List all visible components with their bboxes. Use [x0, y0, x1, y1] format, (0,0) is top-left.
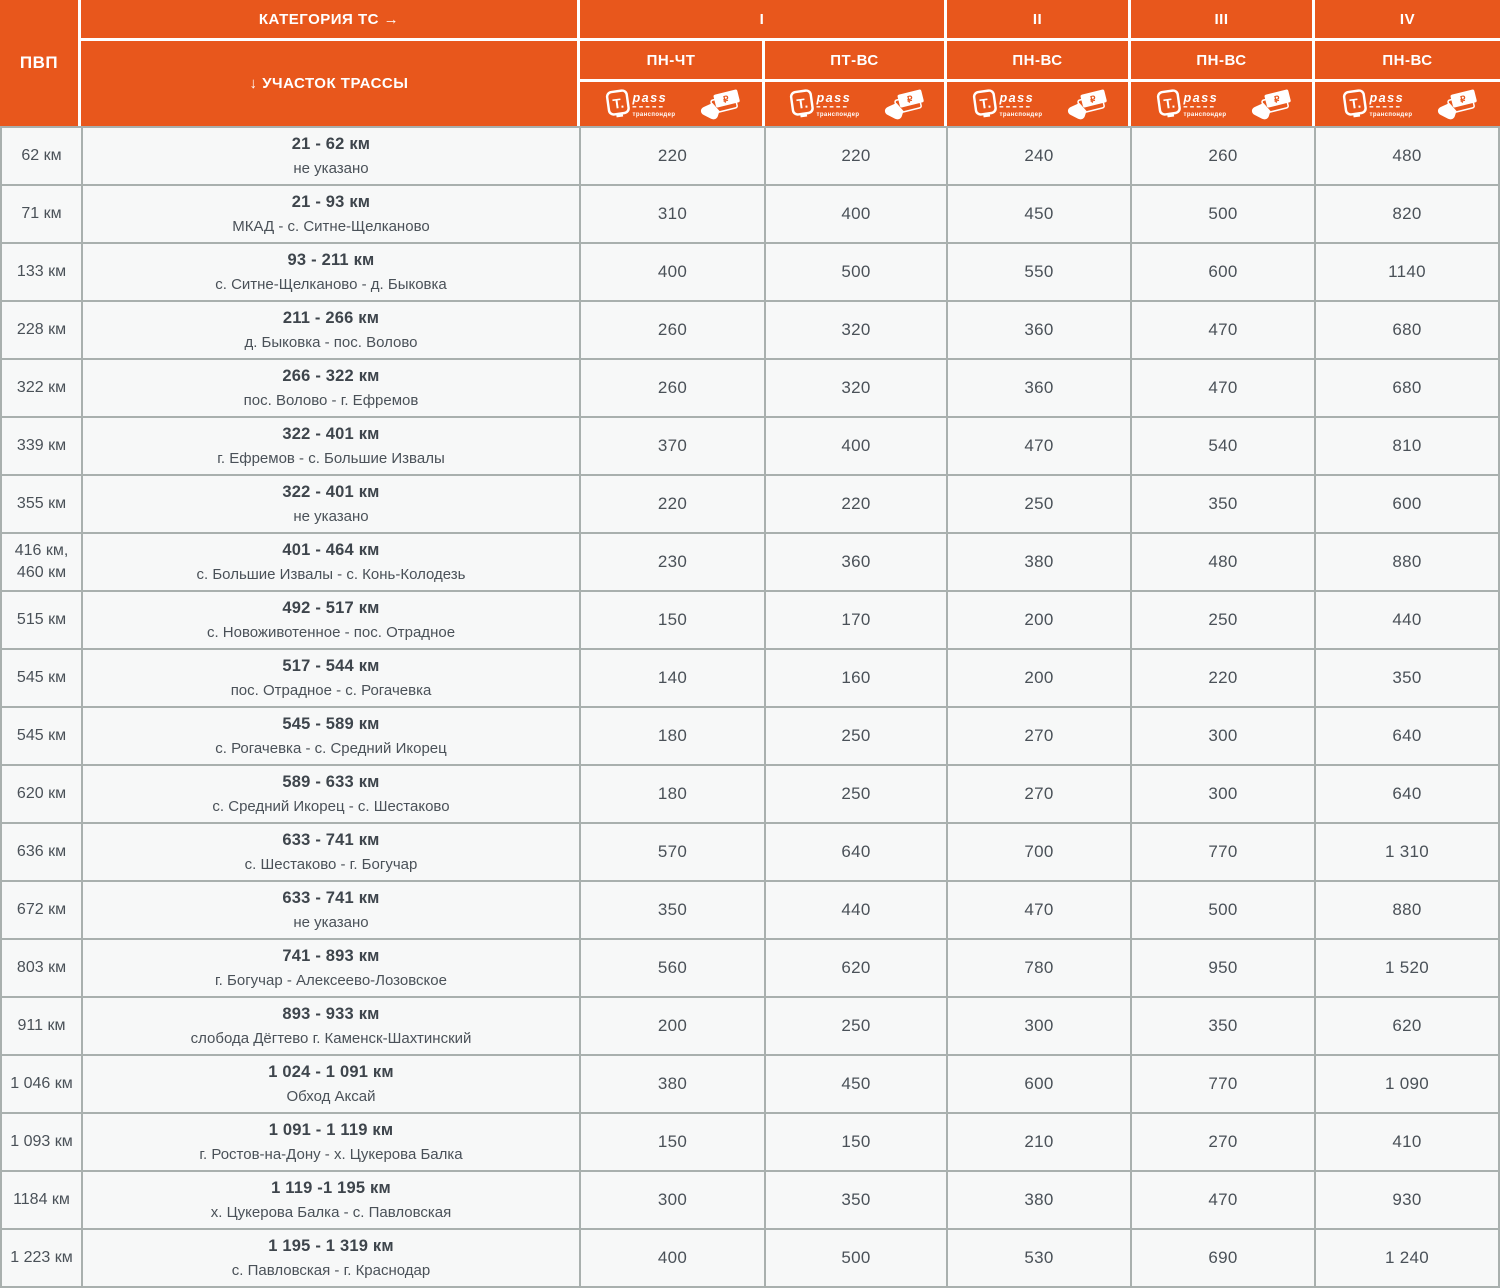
price-cell: 930	[1316, 1172, 1498, 1228]
tpass-transponder-icon	[601, 88, 681, 120]
section-name: х. Цукерова Балка - с. Павловская	[210, 1204, 452, 1222]
pvp-cell: 71 км	[2, 186, 81, 242]
price-cell: 350	[1132, 998, 1314, 1054]
section-cell	[83, 418, 579, 474]
price-cell: 690	[1132, 1230, 1314, 1286]
cash-payment-icon	[1436, 88, 1478, 120]
section-name: не указано	[293, 914, 369, 932]
section-cell	[83, 650, 579, 706]
tpass-sublabel: транспондер	[1183, 111, 1226, 118]
ruble-symbol: ₽	[1088, 93, 1097, 105]
section-range: 741 - 893 км	[282, 946, 380, 965]
section-cell	[83, 186, 579, 242]
tpass-tile-letter: T.	[1348, 95, 1362, 112]
payment-methods-cell	[947, 82, 1128, 126]
price-cell: 410	[1316, 1114, 1498, 1170]
pvp-cell: 1 046 км	[2, 1056, 81, 1112]
ruble-symbol: ₽	[905, 93, 914, 105]
payment-methods-cell	[580, 82, 762, 126]
price-cell: 500	[766, 1230, 946, 1286]
price-cell: 360	[948, 302, 1130, 358]
pvp-cell: 228 км	[2, 302, 81, 358]
tpass-label: pass	[1369, 91, 1404, 106]
pvp-cell: 339 км	[2, 418, 81, 474]
vehicle-category-header: КАТЕГОРИЯ ТС →	[81, 0, 577, 38]
section-cell	[83, 128, 579, 184]
section-range: 322 - 401 км	[282, 482, 380, 501]
price-cell: 500	[766, 244, 946, 300]
tpass-sublabel: транспондер	[816, 111, 859, 118]
ruble-symbol: ₽	[1272, 93, 1281, 105]
price-cell: 380	[581, 1056, 764, 1112]
section-cell	[83, 766, 579, 822]
section-name: д. Быковка - пос. Волово	[244, 334, 418, 352]
section-cell	[83, 940, 579, 996]
section-range: 492 - 517 км	[282, 598, 380, 617]
section-range: 893 - 933 км	[282, 1004, 380, 1023]
tpass-transponder-icon	[1338, 88, 1418, 120]
price-cell: 150	[581, 1114, 764, 1170]
price-cell: 620	[1316, 998, 1498, 1054]
section-range: 633 - 741 км	[282, 830, 380, 849]
section-name: с. Павловская - г. Краснодар	[231, 1262, 431, 1280]
pvp-cell: 636 км	[2, 824, 81, 880]
section-range: 517 - 544 км	[282, 656, 380, 675]
pvp-cell: 133 км	[2, 244, 81, 300]
tpass-transponder-icon	[968, 88, 1048, 120]
price-cell: 250	[766, 998, 946, 1054]
price-cell: 810	[1316, 418, 1498, 474]
price-cell: 220	[581, 476, 764, 532]
section-name: с. Большие Извалы - с. Конь-Колодезь	[196, 566, 466, 584]
section-name: с. Новоживотенное - пос. Отрадное	[206, 624, 456, 642]
price-cell: 220	[766, 476, 946, 532]
price-table-body	[0, 126, 1500, 1288]
price-cell: 350	[1316, 650, 1498, 706]
section-cell	[83, 708, 579, 764]
price-cell: 220	[581, 128, 764, 184]
tpass-tile-letter: T.	[978, 95, 992, 112]
price-cell: 250	[948, 476, 1130, 532]
pvp-cell: 911 км	[2, 998, 81, 1054]
day-range-header: ПН-ВС	[1131, 41, 1312, 79]
section-range: 322 - 401 км	[282, 424, 380, 443]
price-cell: 260	[581, 360, 764, 416]
section-cell	[83, 360, 579, 416]
price-cell: 380	[948, 534, 1130, 590]
price-cell: 500	[1132, 186, 1314, 242]
price-cell: 1 240	[1316, 1230, 1498, 1286]
price-cell: 470	[948, 418, 1130, 474]
section-cell	[83, 476, 579, 532]
price-cell: 380	[948, 1172, 1130, 1228]
section-name: г. Ефремов - с. Большие Извалы	[217, 450, 445, 468]
price-cell: 440	[1316, 592, 1498, 648]
price-cell: 170	[766, 592, 946, 648]
pvp-column-header: ПВП	[0, 0, 78, 126]
price-cell: 570	[581, 824, 764, 880]
price-cell: 240	[948, 128, 1130, 184]
price-cell: 770	[1132, 824, 1314, 880]
pvp-cell: 515 км	[2, 592, 81, 648]
pvp-cell: 1 093 км	[2, 1114, 81, 1170]
price-cell: 640	[1316, 708, 1498, 764]
tpass-label: pass	[999, 91, 1034, 106]
price-cell: 780	[948, 940, 1130, 996]
price-cell: 450	[948, 186, 1130, 242]
section-cell	[83, 244, 579, 300]
payment-methods-cell	[765, 82, 944, 126]
price-cell: 950	[1132, 940, 1314, 996]
ruble-symbol: ₽	[721, 93, 731, 105]
price-cell: 150	[766, 1114, 946, 1170]
price-cell: 360	[948, 360, 1130, 416]
price-cell: 530	[948, 1230, 1130, 1286]
price-cell: 1 310	[1316, 824, 1498, 880]
price-cell: 480	[1316, 128, 1498, 184]
tpass-tile-letter: T.	[1162, 95, 1176, 112]
tpass-tile-letter: T.	[611, 95, 626, 112]
price-cell: 200	[948, 592, 1130, 648]
section-name: слобода Дёгтево г. Каменск-Шахтинский	[190, 1030, 472, 1048]
section-range: 21 - 93 км	[291, 192, 371, 211]
category-column-III: III	[1131, 0, 1312, 38]
price-cell: 470	[948, 882, 1130, 938]
cash-payment-icon	[699, 88, 741, 120]
section-name: МКАД - с. Ситне-Щелканово	[232, 218, 430, 236]
section-name: пос. Отрадное - с. Рогачевка	[230, 682, 432, 700]
cash-payment-icon	[1066, 88, 1108, 120]
tpass-sublabel: транспондер	[999, 111, 1042, 118]
price-cell: 210	[948, 1114, 1130, 1170]
price-cell: 450	[766, 1056, 946, 1112]
price-cell: 360	[766, 534, 946, 590]
price-cell: 820	[1316, 186, 1498, 242]
section-cell	[83, 1056, 579, 1112]
section-range: 589 - 633 км	[282, 772, 380, 791]
section-name: г. Богучар - Алексеево-Лозовское	[215, 972, 447, 990]
price-cell: 770	[1132, 1056, 1314, 1112]
price-cell: 540	[1132, 418, 1314, 474]
price-cell: 600	[948, 1056, 1130, 1112]
price-cell: 400	[766, 418, 946, 474]
price-cell: 200	[948, 650, 1130, 706]
section-range: 401 - 464 км	[282, 540, 380, 559]
section-name: не указано	[293, 160, 369, 178]
price-cell: 880	[1316, 534, 1498, 590]
price-cell: 160	[766, 650, 946, 706]
price-cell: 310	[581, 186, 764, 242]
price-cell: 440	[766, 882, 946, 938]
section-cell	[83, 882, 579, 938]
price-cell: 270	[948, 708, 1130, 764]
day-range-header: ПН-ВС	[1315, 41, 1500, 79]
price-cell: 470	[1132, 360, 1314, 416]
price-cell: 400	[581, 1230, 764, 1286]
price-cell: 180	[581, 708, 764, 764]
payment-methods-cell	[1131, 82, 1312, 126]
price-cell: 300	[581, 1172, 764, 1228]
pvp-cell: 62 км	[2, 128, 81, 184]
pvp-cell: 803 км	[2, 940, 81, 996]
section-range: 1 091 - 1 119 км	[268, 1120, 394, 1139]
section-range: 1 195 - 1 319 км	[268, 1236, 394, 1255]
price-cell: 350	[581, 882, 764, 938]
price-cell: 1 090	[1316, 1056, 1498, 1112]
cash-payment-icon	[883, 88, 925, 120]
day-range-header: ПН-ЧТ	[580, 41, 762, 79]
section-range: 1 024 - 1 091 км	[268, 1062, 394, 1081]
tpass-sublabel: транспондер	[1369, 111, 1412, 118]
price-cell: 640	[1316, 766, 1498, 822]
day-range-header: ПН-ВС	[947, 41, 1128, 79]
tpass-label: pass	[632, 91, 668, 106]
price-cell: 350	[766, 1172, 946, 1228]
category-column-I: I	[580, 0, 944, 38]
pvp-cell: 545 км	[2, 650, 81, 706]
pvp-cell: 416 км, 460 км	[2, 534, 81, 590]
price-cell: 600	[1132, 244, 1314, 300]
price-cell: 470	[1132, 1172, 1314, 1228]
price-cell: 250	[1132, 592, 1314, 648]
price-cell: 150	[581, 592, 764, 648]
section-name: г. Ростов-на-Дону - х. Цукерова Балка	[199, 1146, 463, 1164]
section-range: 93 - 211 км	[287, 250, 375, 269]
price-cell: 220	[766, 128, 946, 184]
section-name: Обход Аксай	[286, 1088, 376, 1106]
section-name: с. Средний Икорец - с. Шестаково	[212, 798, 450, 816]
price-cell: 880	[1316, 882, 1498, 938]
price-cell: 620	[766, 940, 946, 996]
section-name: с. Шестаково - г. Богучар	[244, 856, 418, 874]
pvp-cell: 1184 км	[2, 1172, 81, 1228]
tpass-transponder-icon	[785, 88, 865, 120]
section-cell	[83, 824, 579, 880]
price-cell: 140	[581, 650, 764, 706]
section-range: 1 119 -1 195 км	[271, 1178, 391, 1197]
payment-methods-cell	[1315, 82, 1500, 126]
pvp-cell: 322 км	[2, 360, 81, 416]
cash-payment-icon	[1250, 88, 1292, 120]
section-range: 21 - 62 км	[291, 134, 371, 153]
price-cell: 270	[1132, 1114, 1314, 1170]
category-column-IV: IV	[1315, 0, 1500, 38]
section-name: с. Рогачевка - с. Средний Икорец	[215, 740, 447, 758]
price-cell: 400	[581, 244, 764, 300]
price-cell: 400	[766, 186, 946, 242]
tpass-sublabel: транспондер	[632, 111, 676, 118]
pvp-cell: 545 км	[2, 708, 81, 764]
price-cell: 350	[1132, 476, 1314, 532]
pvp-cell: 620 км	[2, 766, 81, 822]
section-name: пос. Волово - г. Ефремов	[243, 392, 419, 410]
price-cell: 550	[948, 244, 1130, 300]
section-range: 545 - 589 км	[282, 714, 380, 733]
price-table-header	[0, 0, 1500, 126]
tpass-label: pass	[1183, 91, 1218, 106]
price-cell: 230	[581, 534, 764, 590]
road-section-header: ↓ УЧАСТОК ТРАССЫ	[81, 41, 577, 126]
pvp-cell: 1 223 км	[2, 1230, 81, 1286]
price-cell: 200	[581, 998, 764, 1054]
section-range: 211 - 266 км	[282, 308, 380, 327]
section-cell	[83, 1230, 579, 1286]
price-cell: 470	[1132, 302, 1314, 358]
price-cell: 250	[766, 766, 946, 822]
price-cell: 180	[581, 766, 764, 822]
price-cell: 1 520	[1316, 940, 1498, 996]
tpass-transponder-icon	[1152, 88, 1232, 120]
price-cell: 320	[766, 302, 946, 358]
price-cell: 370	[581, 418, 764, 474]
pvp-cell: 355 км	[2, 476, 81, 532]
price-cell: 480	[1132, 534, 1314, 590]
price-cell: 270	[948, 766, 1130, 822]
price-cell: 640	[766, 824, 946, 880]
price-cell: 1140	[1316, 244, 1498, 300]
price-cell: 700	[948, 824, 1130, 880]
price-cell: 680	[1316, 302, 1498, 358]
ruble-symbol: ₽	[1458, 93, 1467, 105]
price-cell: 300	[1132, 708, 1314, 764]
price-cell: 260	[581, 302, 764, 358]
day-range-header: ПТ-ВС	[765, 41, 944, 79]
section-cell	[83, 592, 579, 648]
section-cell	[83, 1172, 579, 1228]
tpass-label: pass	[816, 91, 851, 106]
price-cell: 560	[581, 940, 764, 996]
pvp-cell: 672 км	[2, 882, 81, 938]
section-name: не указано	[293, 508, 369, 526]
price-cell: 220	[1132, 650, 1314, 706]
price-cell: 300	[948, 998, 1130, 1054]
section-cell	[83, 534, 579, 590]
price-cell: 600	[1316, 476, 1498, 532]
price-cell: 500	[1132, 882, 1314, 938]
category-column-II: II	[947, 0, 1128, 38]
section-cell	[83, 998, 579, 1054]
price-cell: 680	[1316, 360, 1498, 416]
price-cell: 250	[766, 708, 946, 764]
section-range: 266 - 322 км	[282, 366, 380, 385]
tpass-tile-letter: T.	[795, 95, 809, 112]
price-cell: 320	[766, 360, 946, 416]
section-cell	[83, 1114, 579, 1170]
price-cell: 260	[1132, 128, 1314, 184]
price-cell: 300	[1132, 766, 1314, 822]
section-name: с. Ситне-Щелканово - д. Быковка	[215, 276, 447, 294]
section-range: 633 - 741 км	[282, 888, 380, 907]
section-cell	[83, 302, 579, 358]
